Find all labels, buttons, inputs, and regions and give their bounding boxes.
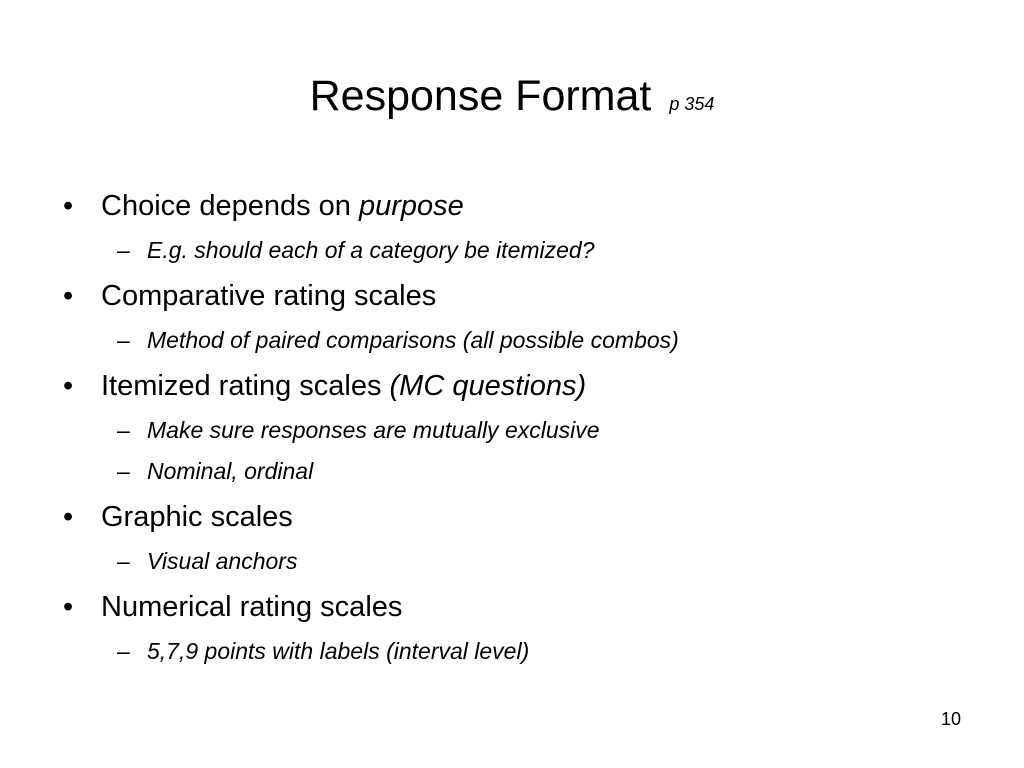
bullet-marker: • xyxy=(63,280,74,312)
sub-bullet-text: 5,7,9 points with labels (interval level) xyxy=(147,638,530,664)
sub-bullet-text: Nominal, ordinal xyxy=(147,458,314,484)
bullet-emphasis: purpose xyxy=(358,190,464,222)
sub-bullet-text: Method of paired comparisons (all possible combos) xyxy=(147,327,679,353)
bullet-item xyxy=(63,188,464,224)
bullet-item xyxy=(63,278,437,314)
sub-bullet-text: Make sure responses are mutually exclusive xyxy=(147,417,600,443)
bullet-text: Itemized rating scales xyxy=(101,370,390,402)
bullet-text: Numerical rating scales xyxy=(101,591,403,623)
bullet-emphasis: (MC questions) xyxy=(389,370,587,402)
sub-bullet-item xyxy=(117,415,600,445)
sub-bullet-item xyxy=(117,636,530,666)
sub-bullet-marker: – xyxy=(117,327,130,353)
bullet-marker: • xyxy=(63,190,74,222)
sub-bullet-item xyxy=(117,546,298,576)
sub-bullet-marker: – xyxy=(117,638,130,664)
sub-bullet-text: E.g. should each of a category be itemized? xyxy=(147,237,595,263)
bullet-text: Comparative rating scales xyxy=(101,280,437,312)
bullet-text: Choice depends on xyxy=(101,190,359,222)
sub-bullet-item xyxy=(117,456,314,486)
bullet-marker: • xyxy=(63,591,74,623)
sub-bullet-item xyxy=(117,235,595,265)
bullet-text: Graphic scales xyxy=(101,501,293,533)
bullet-item xyxy=(63,589,403,625)
sub-bullet-marker: – xyxy=(117,548,130,574)
title-text: Response Format xyxy=(309,72,652,120)
bullet-marker: • xyxy=(63,501,74,533)
sub-bullet-marker: – xyxy=(117,237,130,263)
sub-bullet-text: Visual anchors xyxy=(147,548,298,574)
bullet-item xyxy=(63,368,587,404)
bullet-marker: • xyxy=(63,370,74,402)
sub-bullet-marker: – xyxy=(117,417,130,443)
bullet-item xyxy=(63,499,293,535)
sub-bullet-marker: – xyxy=(117,458,130,484)
slide-number: 10 xyxy=(940,709,961,729)
sub-bullet-item xyxy=(117,325,679,355)
title-page-reference: p 354 xyxy=(669,94,715,114)
